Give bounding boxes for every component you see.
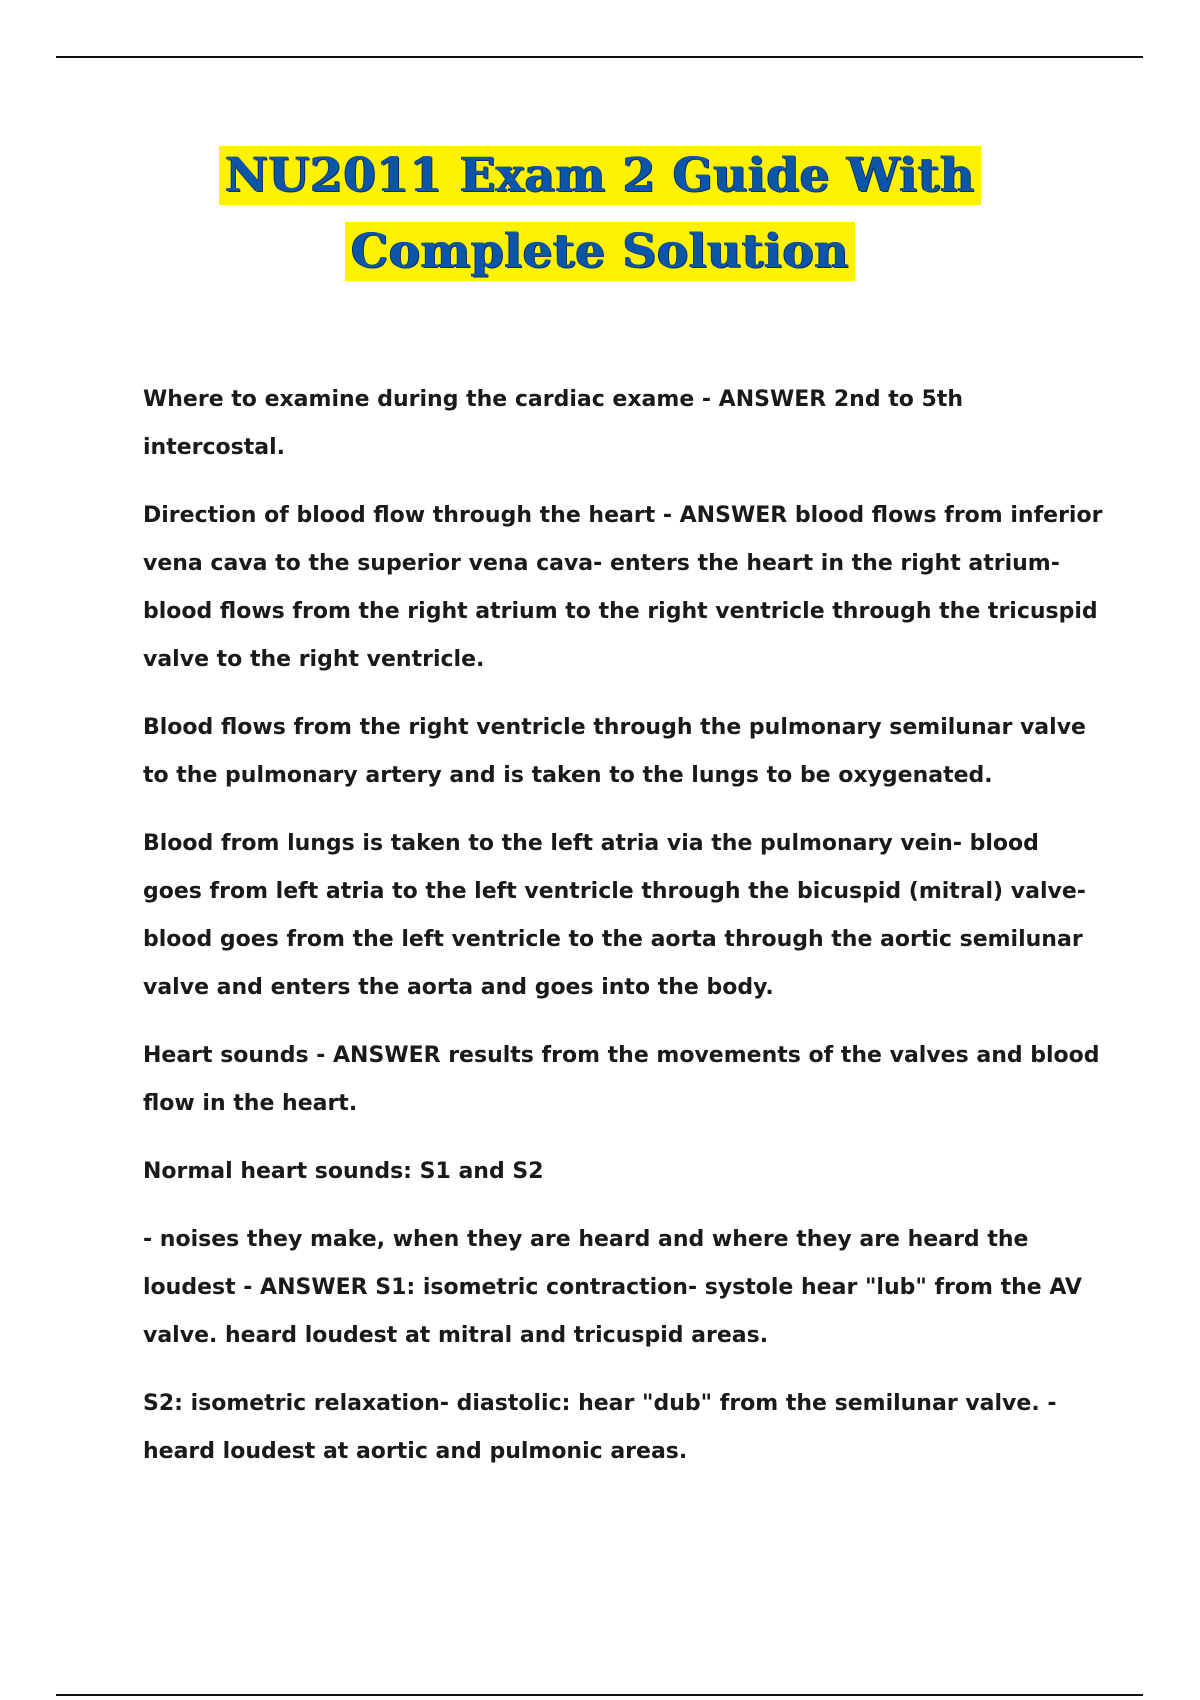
title-line-2: Complete Solution — [345, 222, 855, 281]
paragraph-normal-heart-sounds: Normal heart sounds: S1 and S2 — [143, 1159, 544, 1184]
paragraph-cardiac-exam-location: Where to examine during the cardiac exame - ANSWER 2nd to 5th intercostal. — [143, 387, 964, 460]
title-line-1: NU2011 Exam 2 Guide With — [219, 146, 981, 205]
paragraph-pulmonary-flow: Blood flows from the right ventricle through the pulmonary semilunar valve to the pulmonary artery and is taken to the lungs to be oxygenated. — [143, 715, 1086, 788]
paragraph-s2: S2: isometric relaxation- diastolic: hear "dub" from the semilunar valve. - heard loudest at aortic and pulmonic areas. — [143, 1391, 1057, 1464]
document-body — [143, 376, 1103, 1496]
paragraph-left-heart-flow: Blood from lungs is taken to the left atria via the pulmonary vein- blood goes from left atria to the left ventricle through the bicuspid (mitral) valve- blood goes from the left ventricle to the aorta through the aortic semilunar valve and enters the aorta and goes into the body. — [143, 831, 1086, 1000]
document-title — [0, 138, 1200, 290]
paragraph-heart-sounds: Heart sounds - ANSWER results from the movements of the valves and blood flow in the heart. — [143, 1043, 1100, 1116]
bottom-rule — [56, 1694, 1143, 1696]
top-rule — [56, 56, 1143, 58]
paragraph-blood-flow-direction: Direction of blood flow through the heart - ANSWER blood flows from inferior vena cava to the superior vena cava- enters the heart in the right atrium- blood flows from the right atrium to the right ventricle through the tricuspid valve to the right ventricle. — [143, 503, 1103, 672]
paragraph-s1: - noises they make, when they are heard and where they are heard the loudest - ANSWER S1: isometric contraction- systole hear "lub" from the AV valve. heard loudest at mitral and tricuspid areas. — [143, 1227, 1082, 1348]
